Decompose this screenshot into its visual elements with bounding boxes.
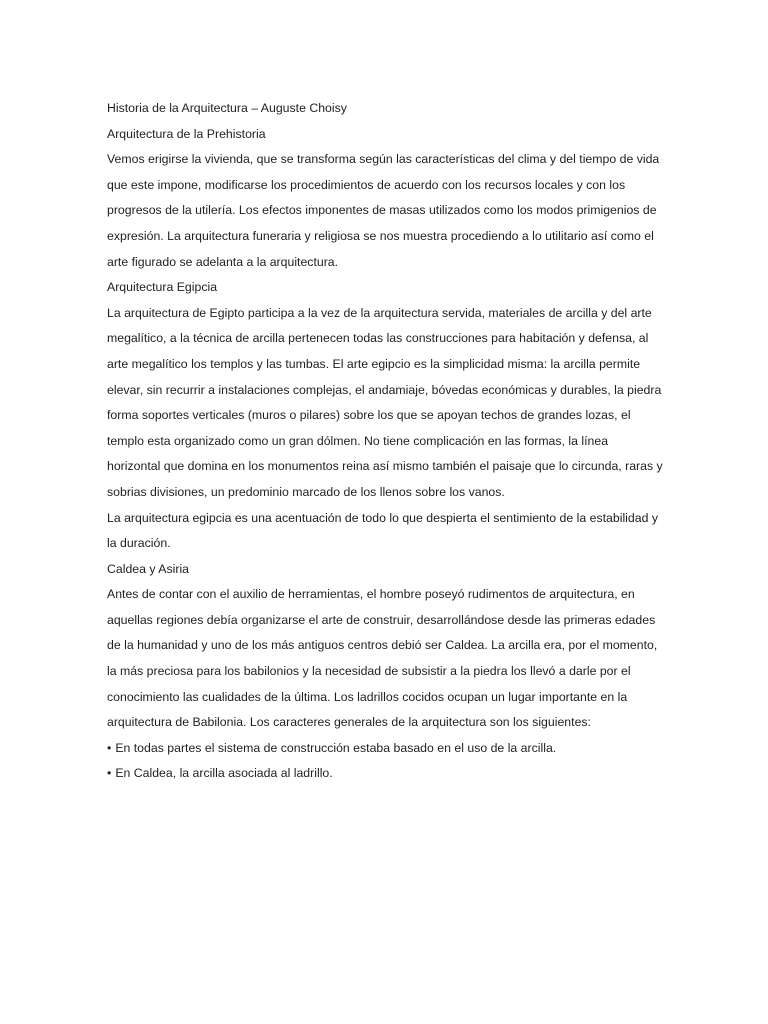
bullet-icon: •: [107, 740, 112, 755]
paragraph: La arquitectura de Egipto participa a la vez de la arquitectura servida, materiales de arcilla y del arte megalítico, a la técnica de arcilla pertenecen todas las construcciones para habitación y defensa, al arte megalítico los templos y las tumbas. El arte egipcio es la simplicidad misma: la arcilla permite elevar, sin recurrir a instalaciones complejas, el andamiaje, bóvedas económicas y durables, la piedra forma soportes verticales (muros o pilares) sobre los que se apoyan techos de grandes lozas, el templo esta organizado como un gran dólmen. No tiene complicación en las formas, la línea horizontal que domina en los monumentos reina así mismo también el paisaje que lo circunda, raras y sobrias divisiones, un predominio marcado de los llenos sobre los vanos.: [107, 305, 663, 499]
bullet-icon: •: [107, 766, 112, 781]
section-prehistoria: [107, 122, 663, 276]
section-heading: Arquitectura de la Prehistoria: [107, 126, 266, 141]
section-egipcia: [107, 275, 663, 557]
list-item-text: En todas partes el sistema de construcción estaba basado en el uso de la arcilla.: [115, 740, 557, 755]
bullet-list: [107, 736, 663, 787]
section-heading: Arquitectura Egipcia: [107, 280, 218, 295]
list-item: [107, 761, 663, 787]
section-heading: Caldea y Asiria: [107, 561, 190, 576]
document-title: Historia de la Arquitectura – Auguste Choisy: [107, 101, 347, 115]
paragraph: Vemos erigirse la vivienda, que se transforma según las características del clima y del tiempo de vida que este impone, modificarse los procedimientos de acuerdo con los recursos locales y con los progresos de la utilería. Los efectos imponentes de masas utilizados como los modos primigenios de expresión. La arquitectura funeraria y religiosa se nos muestra procediendo a lo utilitario así como el arte figurado se adelanta a la arquitectura.: [107, 152, 660, 269]
document-page: [107, 96, 663, 787]
list-item-text: En Caldea, la arcilla asociada al ladrillo.: [115, 766, 333, 781]
paragraph: La arquitectura egipcia es una acentuación de todo lo que despierta el sentimiento de la estabilidad y la duración.: [107, 510, 659, 551]
list-item: [107, 736, 663, 762]
paragraph: Antes de contar con el auxilio de herramientas, el hombre poseyó rudimentos de arquitectura, en aquellas regiones debía organizarse el arte de construir, desarrollándose desde las primeras edades de la humanidad y uno de los más antiguos centros debió ser Caldea. La arcilla era, por el momento, la más preciosa para los babilonios y la necesidad de subsistir a la piedra los llevó a darle por el conocimiento las cualidades de la última. Los ladrillos cocidos ocupan un lugar importante en la arquitectura de Babilonia. Los caracteres generales de la arquitectura son los siguientes:: [107, 587, 658, 730]
section-caldea-asiria: [107, 557, 663, 787]
